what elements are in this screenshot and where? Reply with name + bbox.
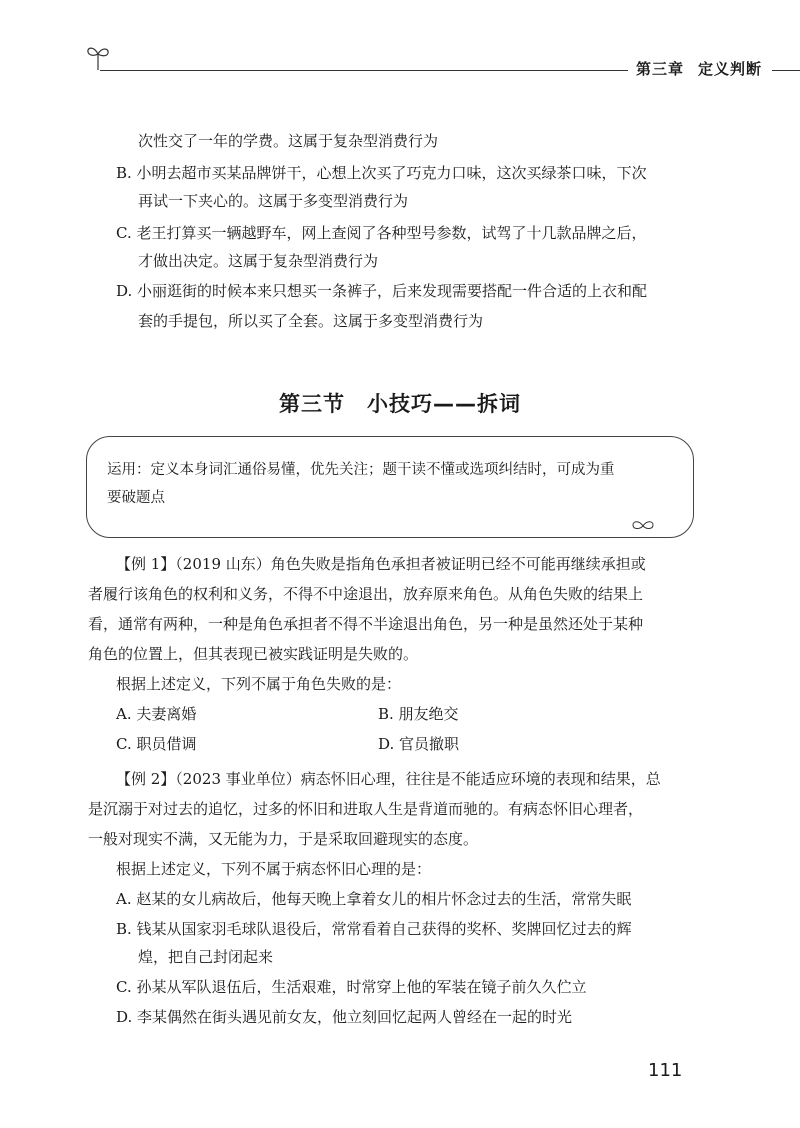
example1-line-2: 者履行该角色的权利和义务，不得不中途退出，放弃原来角色。从角色失败的结果上 bbox=[88, 585, 644, 603]
header-rule-left bbox=[100, 70, 628, 71]
leaf-icon bbox=[631, 519, 655, 533]
option-b-continuation: 再试一下夹心的。这属于多变型消费行为 bbox=[138, 192, 409, 210]
example1-option-b: B. 朋友绝交 bbox=[378, 705, 459, 723]
example2-line-2: 是沉溺于对过去的追忆，过多的怀旧和进取人生是背道而驰的。有病态怀旧心理者， bbox=[88, 800, 644, 818]
tip-line-1: 运用：定义本身词汇通俗易懂，优先关注；题干读不懂或选项纠结时，可成为重 bbox=[107, 462, 615, 478]
example2-question: 根据上述定义，下列不属于病态怀旧心理的是： bbox=[116, 860, 432, 878]
example1-option-d: D. 官员撤职 bbox=[378, 735, 460, 753]
chapter-label bbox=[636, 58, 776, 79]
option-d: D. 小丽逛街的时候本来只想买一条裤子，后来发现需要搭配一件合适的上衣和配 bbox=[116, 282, 648, 300]
example1-question: 根据上述定义，下列不属于角色失败的是： bbox=[116, 675, 402, 693]
example1-line-3: 看，通常有两种，一种是角色承担者不得不半途退出角色，另一种是虽然还处于某种 bbox=[88, 615, 644, 633]
example2-option-c: C. 孙某从军队退伍后，生活艰难，时常穿上他的军装在镜子前久久伫立 bbox=[116, 978, 587, 996]
example1-option-c: C. 职员借调 bbox=[116, 735, 197, 753]
sprout-icon bbox=[84, 42, 112, 72]
page-header bbox=[84, 40, 800, 80]
example1-line-1: 【例 1】（2019 山东）角色失败是指角色承担者被证明已经不可能再继续承担或 bbox=[116, 555, 646, 573]
example2-option-b: B. 钱某从国家羽毛球队退役后，常常看着自己获得的奖杯、奖牌回忆过去的辉 bbox=[116, 920, 632, 938]
example2-option-b-continuation: 煌，把自己封闭起来 bbox=[138, 948, 274, 966]
example1-option-a: A. 夫妻离婚 bbox=[116, 705, 197, 723]
option-d-continuation: 套的手提包，所以买了全套。这属于多变型消费行为 bbox=[138, 312, 484, 330]
chapter-number: 第三章 bbox=[636, 60, 685, 78]
example1-line-4: 角色的位置上，但其表现已被实践证明是失败的。 bbox=[88, 645, 419, 663]
example2-option-a: A. 赵某的女儿病故后，他每天晚上拿着女儿的相片怀念过去的生活，常常失眠 bbox=[116, 890, 632, 908]
section-title: 第三节 小技巧——拆词 bbox=[279, 392, 521, 416]
option-continuation: 次性交了一年的学费。这属于复杂型消费行为 bbox=[138, 132, 439, 150]
tip-box bbox=[86, 436, 694, 538]
option-c: C. 老王打算买一辆越野车，网上查阅了各种型号参数，试驾了十几款品牌之后， bbox=[116, 224, 647, 242]
example2-line-3: 一般对现实不满，又无能为力，于是采取回避现实的态度。 bbox=[88, 830, 479, 848]
chapter-title: 定义判断 bbox=[698, 60, 763, 78]
tip-line-2: 要破题点 bbox=[107, 490, 165, 506]
example2-option-d: D. 李某偶然在街头遇见前女友，他立刻回忆起两人曾经在一起的时光 bbox=[116, 1008, 573, 1026]
example2-line-1: 【例 2】（2023 事业单位）病态怀旧心理，往往是不能适应环境的表现和结果，总 bbox=[116, 770, 661, 788]
header-rule-right bbox=[772, 70, 800, 71]
option-b: B. 小明去超市买某品牌饼干，心想上次买了巧克力口味，这次买绿茶口味，下次 bbox=[116, 164, 647, 182]
page-number: 111 bbox=[648, 1060, 683, 1081]
option-c-continuation: 才做出决定。这属于复杂型消费行为 bbox=[138, 252, 379, 270]
